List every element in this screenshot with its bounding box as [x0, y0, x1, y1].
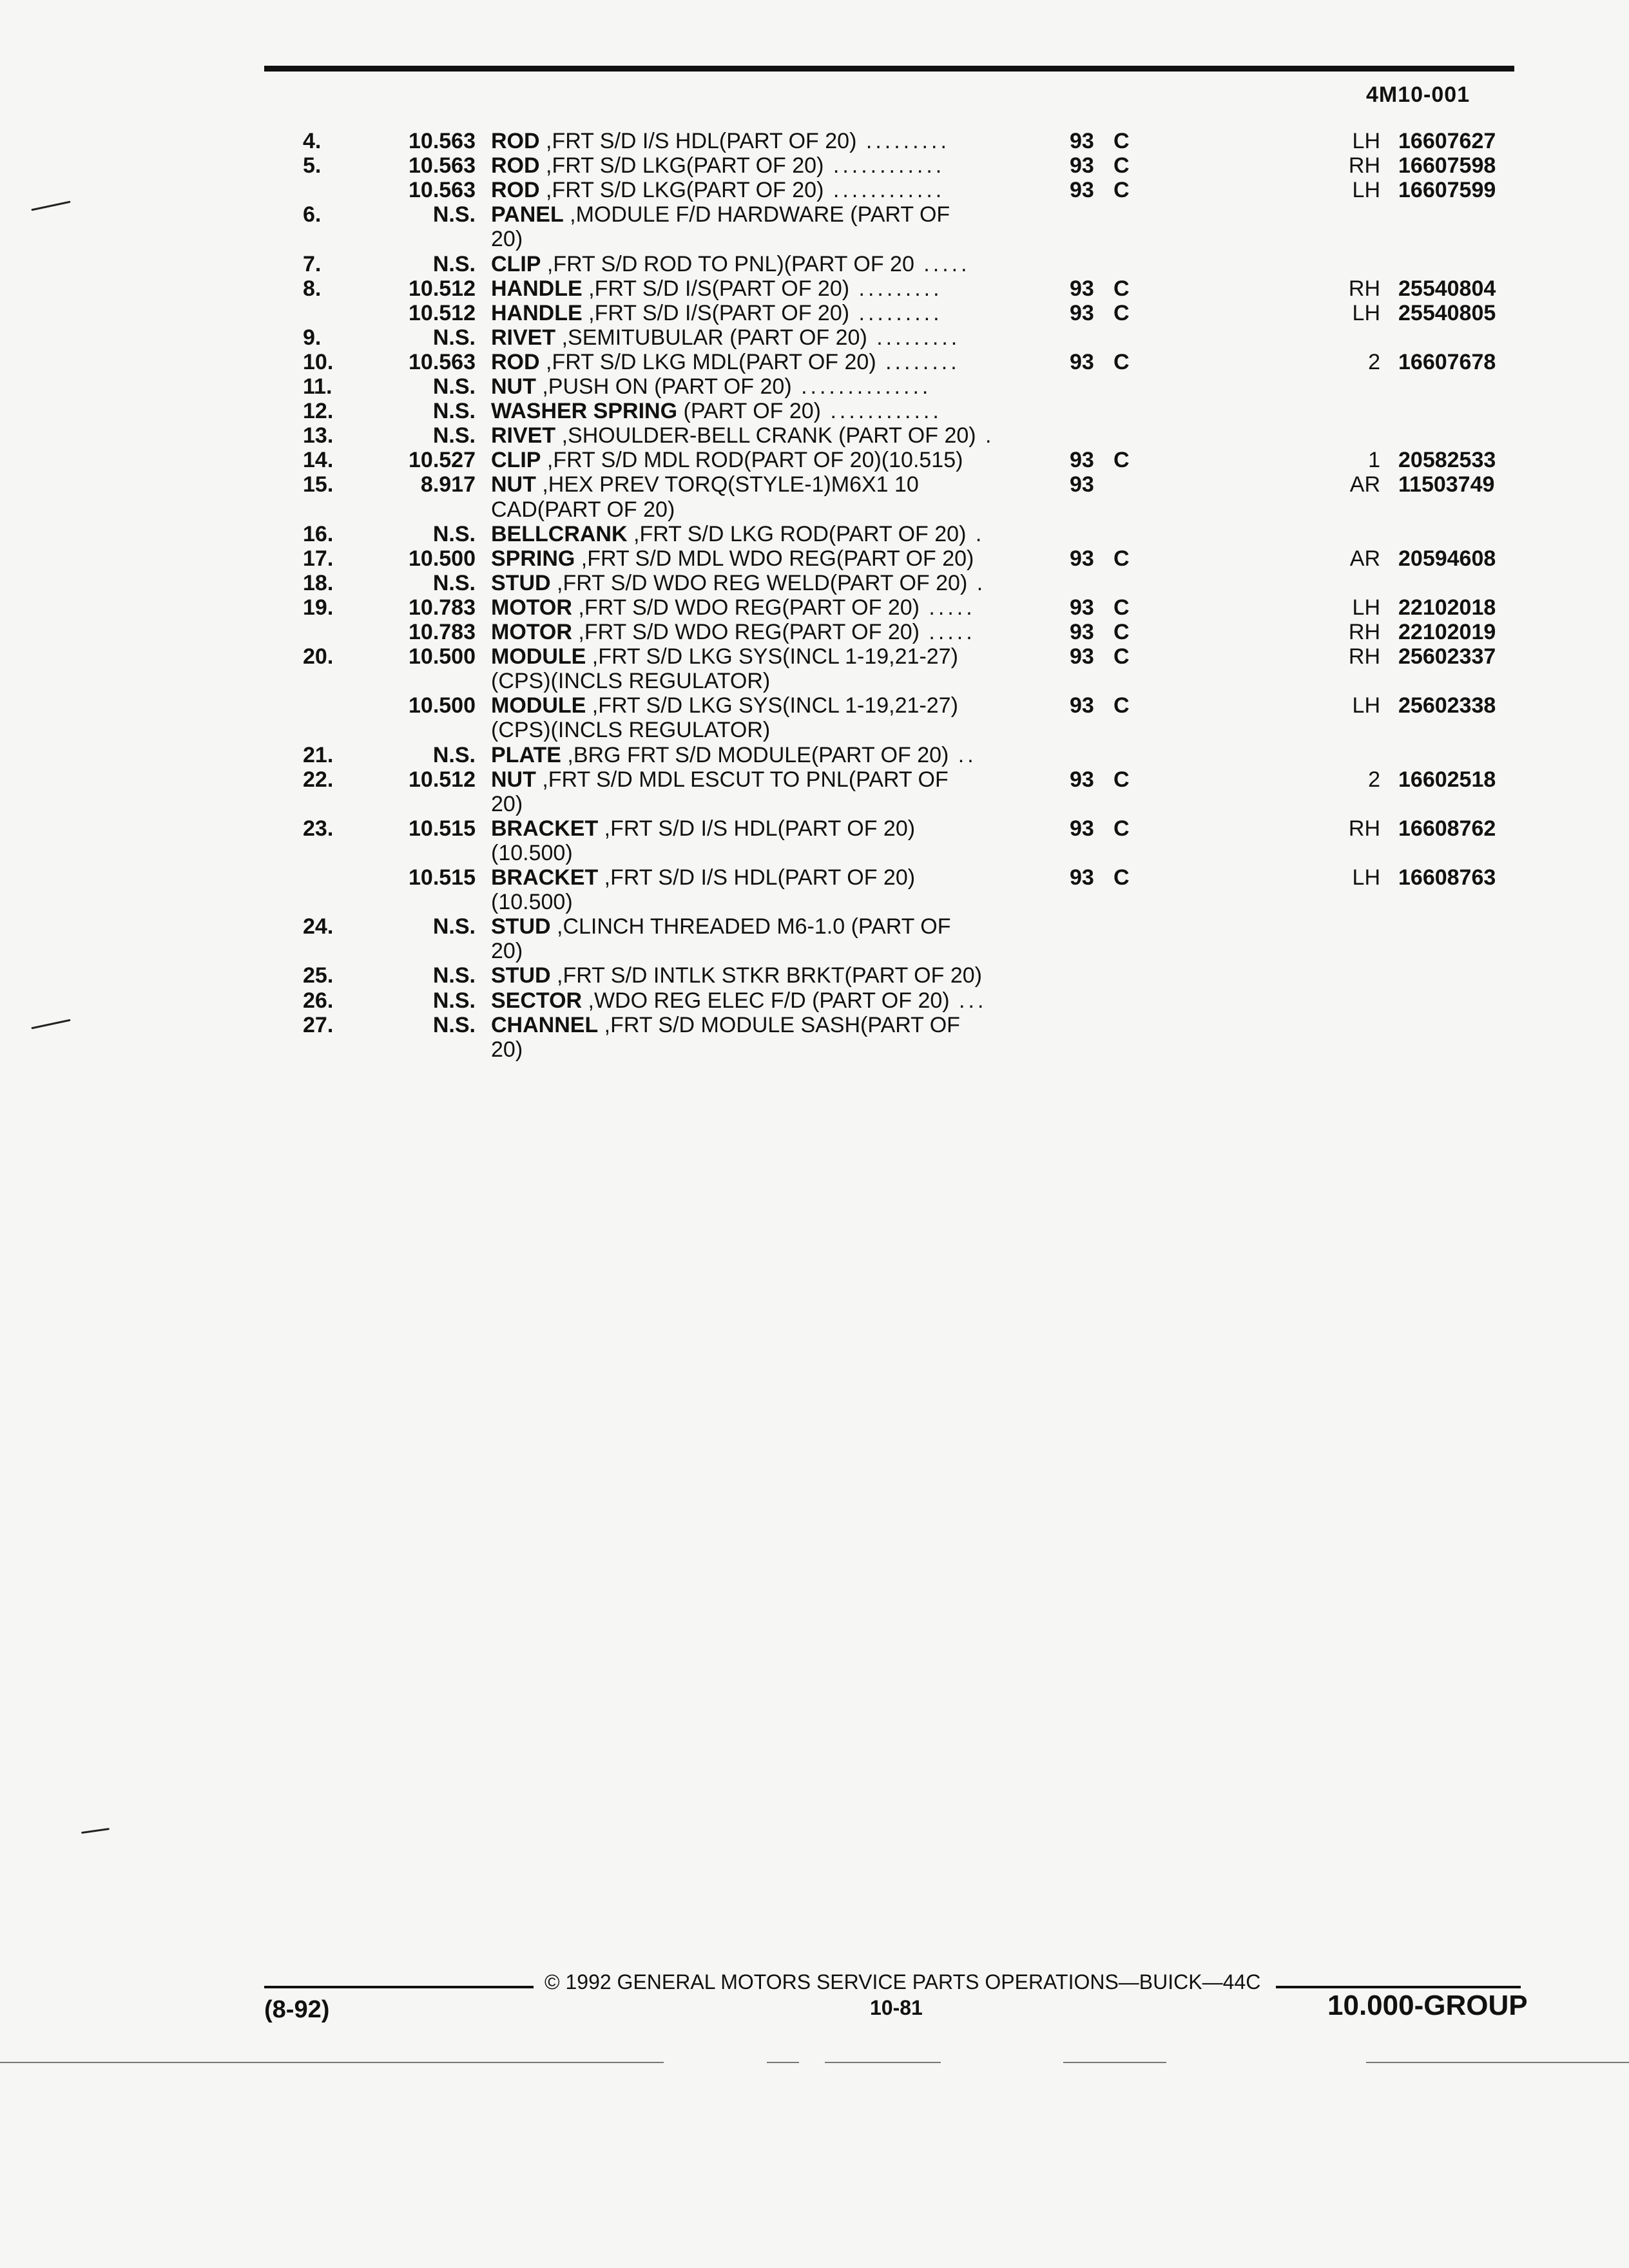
part-description	[491, 227, 523, 251]
description-text: ,FRT S/D I/S HDL(PART OF 20)	[598, 865, 916, 890]
quantity: 2	[1368, 349, 1380, 374]
dot-leader: ............	[821, 399, 942, 424]
quantity: RH	[1348, 816, 1380, 841]
description-text: ,FRT S/D LKG SYS(INCL 1-19,21-27)	[586, 693, 958, 718]
description-text: ,HEX PREV TORQ(STYLE-1)M6X1 10	[535, 472, 919, 497]
group-number: N.S.	[432, 251, 476, 276]
description-text: ,FRT S/D I/S HDL(PART OF 20)	[539, 129, 857, 153]
description-text: 20)	[491, 1037, 523, 1062]
part-name: RIVET	[491, 325, 556, 350]
series-code: C	[1113, 276, 1130, 301]
part-number: 11503749	[1398, 472, 1495, 497]
scan-edge-line	[1366, 2062, 1629, 2063]
part-description	[491, 276, 943, 301]
top-rule	[264, 66, 1514, 72]
part-name: RIVET	[491, 423, 556, 448]
part-name: MOTOR	[491, 595, 572, 620]
group-number: 10.512	[409, 767, 476, 792]
description-text: (PART OF 20)	[677, 399, 821, 424]
dot-leader: .....	[919, 595, 976, 620]
quantity: LH	[1352, 595, 1380, 620]
model-code: 93	[1070, 595, 1094, 620]
quantity: LH	[1352, 693, 1380, 718]
model-code: 93	[1070, 816, 1094, 841]
series-code: C	[1113, 349, 1130, 374]
group-number: 10.563	[409, 349, 476, 374]
description-text: ,FRT S/D WDO REG WELD(PART OF 20)	[550, 570, 968, 595]
part-description	[491, 178, 945, 202]
part-description	[491, 865, 915, 890]
description-text: (CPS)(INCLS REGULATOR)	[491, 718, 771, 743]
part-name: STUD	[491, 963, 551, 988]
series-code: C	[1113, 300, 1130, 325]
model-code: 93	[1070, 620, 1094, 644]
part-description	[491, 939, 523, 963]
model-code: 93	[1070, 472, 1094, 497]
model-code: 93	[1070, 153, 1094, 178]
item-number: 13.	[303, 423, 334, 448]
dot-leader: .........	[849, 276, 943, 301]
model-code: 93	[1070, 865, 1094, 890]
description-text: 20)	[491, 939, 523, 964]
group-number: N.S.	[432, 374, 476, 399]
item-number: 20.	[303, 644, 334, 669]
group-number: N.S.	[432, 399, 476, 424]
description-text: ,FRT S/D ROD TO PNL)(PART OF 20	[541, 251, 914, 276]
description-text: ,BRG FRT S/D MODULE(PART OF 20)	[561, 742, 949, 767]
description-text: ,FRT S/D I/S(PART OF 20)	[582, 276, 850, 301]
model-code: 93	[1070, 767, 1094, 792]
footer-rule-left	[264, 1986, 534, 1988]
part-name: MODULE	[491, 644, 586, 669]
description-text: ,FRT S/D MDL ESCUT TO PNL(PART OF	[535, 767, 949, 792]
item-number: 16.	[303, 521, 334, 546]
description-text: ,FRT S/D INTLK STKR BRKT(PART OF 20)	[550, 963, 982, 988]
dot-leader: .	[966, 521, 985, 546]
part-description	[491, 792, 523, 816]
description-text: ,FRT S/D LKG(PART OF 20)	[539, 178, 824, 203]
description-text: 20)	[491, 791, 523, 816]
dot-leader: .....	[919, 620, 976, 644]
item-number: 21.	[303, 742, 334, 767]
item-number: 15.	[303, 472, 334, 497]
punch-mark	[81, 1828, 110, 1834]
part-description	[491, 472, 919, 497]
group-number: 10.563	[409, 153, 476, 178]
series-code: C	[1113, 693, 1130, 718]
group-number: N.S.	[432, 202, 476, 227]
description-text: ,FRT S/D I/S(PART OF 20)	[582, 300, 850, 325]
item-number: 9.	[303, 325, 322, 350]
part-number: 20582533	[1398, 448, 1496, 473]
part-number: 22102018	[1398, 595, 1496, 620]
part-name: BRACKET	[491, 816, 599, 841]
group-number: 10.512	[409, 276, 476, 301]
item-number: 5.	[303, 153, 322, 178]
description-text: ,FRT S/D MODULE SASH(PART OF	[598, 1012, 960, 1037]
part-name: STUD	[491, 570, 551, 595]
dot-leader: ............	[824, 178, 945, 203]
item-number: 17.	[303, 546, 334, 571]
description-text: ,FRT S/D WDO REG(PART OF 20)	[572, 595, 920, 620]
part-number: 25540805	[1398, 300, 1496, 325]
part-name: BRACKET	[491, 865, 599, 890]
part-name: ROD	[491, 129, 540, 153]
item-number: 23.	[303, 816, 334, 841]
part-name: HANDLE	[491, 276, 583, 301]
footer-rule-right	[1276, 1986, 1521, 1988]
quantity: RH	[1348, 153, 1380, 178]
part-description	[491, 767, 949, 792]
group-number: 10.563	[409, 129, 476, 153]
item-number: 11.	[303, 374, 333, 399]
item-number: 12.	[303, 399, 334, 424]
model-code: 93	[1070, 693, 1094, 718]
model-code: 93	[1070, 129, 1094, 153]
part-name: NUT	[491, 767, 536, 792]
part-description	[491, 546, 974, 571]
part-description	[491, 595, 976, 620]
part-description	[491, 325, 960, 350]
description-text: ,FRT S/D LKG(PART OF 20)	[539, 153, 824, 178]
part-description	[491, 620, 976, 644]
item-number: 18.	[303, 570, 334, 595]
footer-page-number: 10-81	[870, 1996, 923, 2019]
part-name: PANEL	[491, 202, 564, 227]
model-code: 93	[1070, 276, 1094, 301]
description-text: ,FRT S/D WDO REG(PART OF 20)	[572, 620, 920, 644]
part-name: SPRING	[491, 546, 575, 571]
group-number: 10.783	[409, 595, 476, 620]
part-name: ROD	[491, 153, 540, 178]
group-number: 10.500	[409, 546, 476, 571]
part-number: 16607627	[1398, 129, 1496, 153]
part-number: 16608763	[1398, 865, 1496, 890]
part-name: WASHER SPRING	[491, 399, 678, 424]
model-code: 93	[1070, 644, 1094, 669]
part-description	[491, 669, 770, 693]
part-description	[491, 816, 915, 841]
item-number: 4.	[303, 129, 322, 153]
description-text: (CPS)(INCLS REGULATOR)	[491, 669, 771, 694]
group-number: 10.783	[409, 620, 476, 644]
punch-mark	[31, 201, 70, 211]
part-description	[491, 301, 943, 325]
model-code: 93	[1070, 300, 1094, 325]
group-number: N.S.	[432, 570, 476, 595]
part-name: STUD	[491, 914, 551, 939]
page-id: 4M10-001	[1366, 82, 1470, 107]
description-text: ,SEMITUBULAR (PART OF 20)	[555, 325, 867, 350]
part-description	[491, 153, 945, 178]
item-number: 24.	[303, 914, 334, 939]
group-number: N.S.	[432, 423, 476, 448]
dot-leader: ..	[949, 742, 977, 767]
part-name: SECTOR	[491, 988, 583, 1013]
quantity: LH	[1352, 865, 1380, 890]
part-description	[491, 571, 986, 595]
part-description	[491, 202, 950, 227]
part-description	[491, 522, 985, 546]
series-code: C	[1113, 153, 1130, 178]
quantity: LH	[1352, 178, 1380, 203]
group-number: 10.515	[409, 865, 476, 890]
part-number: 16607678	[1398, 349, 1496, 374]
part-number: 25602337	[1398, 644, 1496, 669]
item-number: 7.	[303, 251, 322, 276]
dot-leader: ........	[876, 349, 960, 374]
model-code: 93	[1070, 546, 1094, 571]
group-number: 10.515	[409, 816, 476, 841]
scan-edge-line	[1063, 2062, 1166, 2063]
group-number: N.S.	[432, 521, 476, 546]
part-description	[491, 252, 970, 276]
item-number: 6.	[303, 202, 322, 227]
group-number: N.S.	[432, 742, 476, 767]
part-name: CLIP	[491, 448, 541, 473]
part-number: 22102019	[1398, 620, 1496, 644]
dot-leader: .....	[914, 251, 970, 276]
group-number: 10.563	[409, 178, 476, 203]
quantity: 2	[1368, 767, 1380, 792]
series-code: C	[1113, 129, 1130, 153]
item-number: 22.	[303, 767, 334, 792]
description-text: ,CLINCH THREADED M6-1.0 (PART OF	[550, 914, 951, 939]
description-text: ,FRT S/D LKG MDL(PART OF 20)	[539, 349, 876, 374]
series-code: C	[1113, 595, 1130, 620]
description-text: CAD(PART OF 20)	[491, 497, 675, 522]
group-number: 10.500	[409, 644, 476, 669]
quantity: AR	[1349, 472, 1380, 497]
part-number: 20594608	[1398, 546, 1496, 571]
part-description	[491, 988, 987, 1013]
part-number: 16602518	[1398, 767, 1496, 792]
dot-leader: .........	[849, 300, 943, 325]
part-number: 16607598	[1398, 153, 1496, 178]
scan-edge-line	[825, 2062, 941, 2063]
group-number: 10.500	[409, 693, 476, 718]
description-text: (10.500)	[491, 840, 573, 865]
series-code: C	[1113, 816, 1130, 841]
part-name: HANDLE	[491, 300, 583, 325]
part-description	[491, 963, 982, 988]
group-number: 10.527	[409, 448, 476, 473]
part-description	[491, 129, 950, 153]
quantity: RH	[1348, 620, 1380, 644]
part-name: ROD	[491, 178, 540, 203]
description-text: 20)	[491, 227, 523, 252]
part-name: CHANNEL	[491, 1012, 599, 1037]
dot-leader: ...	[949, 988, 987, 1013]
series-code: C	[1113, 865, 1130, 890]
punch-mark	[31, 1019, 70, 1030]
part-description	[491, 374, 931, 399]
quantity: AR	[1349, 546, 1380, 571]
part-description	[491, 350, 960, 374]
dot-leader: .	[976, 423, 995, 448]
group-number: N.S.	[432, 963, 476, 988]
part-description	[491, 1013, 960, 1037]
part-name: PLATE	[491, 742, 561, 767]
group-number: N.S.	[432, 325, 476, 350]
dot-leader: ..............	[791, 374, 932, 399]
group-number: 8.917	[420, 472, 476, 497]
part-name: NUT	[491, 472, 536, 497]
series-code: C	[1113, 546, 1130, 571]
footer-date: (8-92)	[264, 1996, 330, 2023]
part-description	[491, 914, 951, 939]
item-number: 26.	[303, 988, 334, 1013]
model-code: 93	[1070, 448, 1094, 473]
part-description	[491, 399, 942, 423]
group-number: N.S.	[432, 914, 476, 939]
group-number: N.S.	[432, 988, 476, 1013]
series-code: C	[1113, 178, 1130, 203]
part-number: 25602338	[1398, 693, 1496, 718]
part-name: ROD	[491, 349, 540, 374]
item-number: 10.	[303, 349, 334, 374]
scan-edge-line	[0, 2062, 664, 2063]
group-number: 10.512	[409, 300, 476, 325]
part-name: MODULE	[491, 693, 586, 718]
footer-copyright: © 1992 GENERAL MOTORS SERVICE PARTS OPERATIONS—BUICK—44C	[545, 1970, 1261, 1994]
quantity: LH	[1352, 300, 1380, 325]
quantity: RH	[1348, 276, 1380, 301]
dot-leader: .	[967, 570, 987, 595]
item-number: 19.	[303, 595, 334, 620]
description-text: ,FRT S/D I/S HDL(PART OF 20)	[598, 816, 916, 841]
part-name: MOTOR	[491, 620, 572, 644]
part-description	[491, 743, 977, 767]
dot-leader: ............	[824, 153, 945, 178]
description-text: ,FRT S/D LKG ROD(PART OF 20)	[627, 521, 967, 546]
part-number: 16607599	[1398, 178, 1496, 203]
part-number: 16608762	[1398, 816, 1496, 841]
model-code: 93	[1070, 178, 1094, 203]
description-text: (10.500)	[491, 890, 573, 915]
item-number: 8.	[303, 276, 322, 301]
quantity: LH	[1352, 129, 1380, 153]
part-number: 25540804	[1398, 276, 1496, 301]
part-description	[491, 497, 675, 522]
part-description	[491, 423, 995, 448]
description-text: ,PUSH ON (PART OF 20)	[535, 374, 792, 399]
description-text: ,WDO REG ELEC F/D (PART OF 20)	[582, 988, 950, 1013]
description-text: ,MODULE F/D HARDWARE (PART OF	[563, 202, 950, 227]
model-code: 93	[1070, 349, 1094, 374]
part-description	[491, 718, 770, 742]
description-text: ,SHOULDER-BELL CRANK (PART OF 20)	[555, 423, 976, 448]
item-number: 14.	[303, 448, 334, 473]
group-number: N.S.	[432, 1012, 476, 1037]
item-number: 25.	[303, 963, 334, 988]
scan-edge-line	[767, 2062, 799, 2063]
item-number: 27.	[303, 1012, 334, 1037]
series-code: C	[1113, 448, 1130, 473]
part-name: BELLCRANK	[491, 521, 628, 546]
part-description	[491, 693, 958, 718]
dot-leader: .........	[856, 129, 950, 153]
description-text: ,FRT S/D LKG SYS(INCL 1-19,21-27)	[586, 644, 958, 669]
series-code: C	[1113, 767, 1130, 792]
series-code: C	[1113, 620, 1130, 644]
part-description	[491, 841, 573, 865]
dot-leader: .........	[867, 325, 961, 350]
part-name: NUT	[491, 374, 536, 399]
quantity: RH	[1348, 644, 1380, 669]
description-text: ,FRT S/D MDL WDO REG(PART OF 20)	[575, 546, 974, 571]
part-description	[491, 644, 958, 669]
part-name: CLIP	[491, 251, 541, 276]
part-description	[491, 448, 963, 472]
part-description	[491, 890, 573, 914]
part-description	[491, 1037, 523, 1062]
description-text: ,FRT S/D MDL ROD(PART OF 20)(10.515)	[541, 448, 963, 473]
quantity: 1	[1368, 448, 1380, 473]
series-code: C	[1113, 644, 1130, 669]
footer-group: 10.000-GROUP	[1327, 1990, 1528, 2021]
